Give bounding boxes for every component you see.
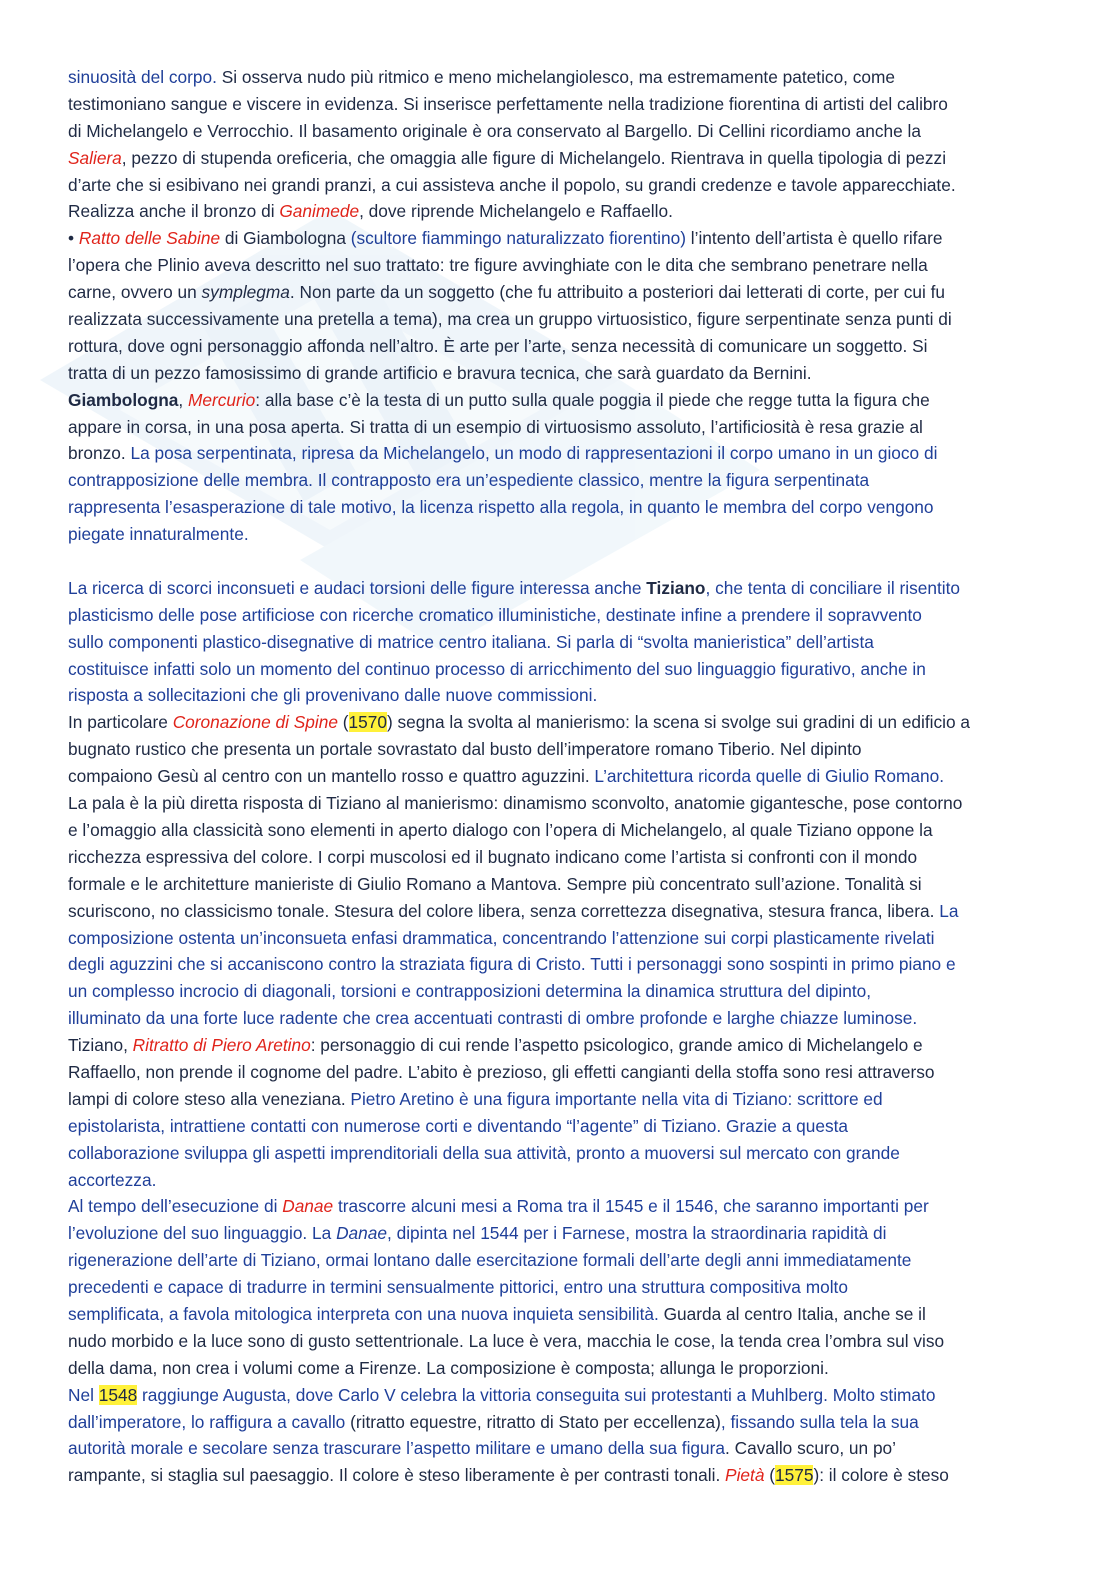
- text-line: autorità morale e secolare senza trascurare l’aspetto militare e umano della sua figura. Cavallo scuro, un po’: [68, 1438, 897, 1459]
- artwork-title: Saliera: [68, 147, 122, 168]
- text-line: accortezza.: [68, 1169, 157, 1190]
- text-line: Giambologna, Mercurio: alla base c’è la testa di un putto sulla quale poggia il piede che regge tutta la figura che: [68, 389, 930, 410]
- artwork-title: Ratto delle Sabine: [78, 228, 221, 249]
- text-line: sullo componenti plastico-disegnative di matrice centro italiana. Si parla di “svolta manieristica” dell’artista: [68, 631, 874, 652]
- text-line: rottura, dove ogni personaggio affonda nell’altro. È arte per l’arte, senza necessità di comunicare un soggetto. Si: [68, 335, 928, 356]
- text-line: carne, ovvero un symplegma. Non parte da un soggetto (che fu attribuito a posteriori dai letterati di corte, per cui fu: [68, 282, 946, 303]
- text-line: illuminato da una forte luce radente che crea accentuati contrasti di ombre profonde e larghe chiazze luminose.: [68, 1008, 918, 1029]
- text-line: tratta di un pezzo famosissimo di grande artificio e bravura tecnica, che sarà guardato da Bernini.: [68, 362, 812, 383]
- text-line: della dama, non crea i volumi come a Firenze. La composizione è composta; allunga le proporzioni.: [68, 1357, 829, 1378]
- text-line: l’evoluzione del suo linguaggio. La Danae, dipinta nel 1544 per i Farnese, mostra la straordinaria rapidità di: [68, 1223, 887, 1244]
- text-line: Nel 1548 raggiunge Augusta, dove Carlo V celebra la vittoria conseguita sui protestanti a Muhlberg. Molto stimato: [68, 1384, 936, 1405]
- highlighted-date: 1570: [348, 712, 387, 733]
- text-line: In particolare Coronazione di Spine (1570) segna la svolta al manierismo: la scena si svolge sui gradini di un edificio a: [68, 712, 971, 733]
- text-line: rappresenta l’esasperazione di tale motivo, la licenza rispetto alla regola, in quanto le membra del corpo vengono: [68, 497, 934, 518]
- artwork-title: Mercurio: [188, 389, 256, 410]
- text-line: realizzata successivamente una pretella a tema), ma crea un gruppo virtuosistico, figure serpentinate senza punti di: [68, 309, 952, 330]
- text-line: precedenti e capace di tradurre in termini sensualmente pittorici, entro una struttura compositiva molto: [68, 1277, 848, 1298]
- text-line: bugnato rustico che presenta un portale sovrastato dal busto dell’imperatore romano Tiberio. Nel dipinto: [68, 739, 862, 760]
- text-line: d’arte che si esibivano nei grandi pranzi, a cui assisteva anche il popolo, su grandi credenze e tavole apparecchiate.: [68, 174, 956, 195]
- text-line: La ricerca di scorci inconsueti e audaci torsioni delle figure interessa anche Tiziano, che tenta di conciliare il risentito: [68, 577, 961, 598]
- text-line: scuriscono, no classicismo tonale. Stesura del colore libera, senza correttezza disegnativa, stesura franca, libera. La: [68, 900, 959, 921]
- paragraph-gap: [68, 548, 1048, 575]
- text-line: risposta a sollecitazioni che gli provenivano dalle nuove commissioni.: [68, 685, 598, 706]
- body-text: [68, 64, 1048, 1489]
- text-line: rigenerazione dell’arte di Tiziano, ormai lontano dalle esercitazione formali dell’arte degli anni immediatamente: [68, 1250, 912, 1271]
- artwork-title: Danae: [282, 1196, 334, 1217]
- text-line: Al tempo dell’esecuzione di Danae trascorre alcuni mesi a Roma tra il 1545 e il 1546, che saranno importanti per: [68, 1196, 929, 1217]
- text-line: compaiono Gesù al centro con un mantello rosso e quattro aguzzini. L’architettura ricorda quelle di Giulio Romano.: [68, 766, 945, 787]
- text-line: piegate innaturalmente.: [68, 524, 249, 545]
- text-line: composizione ostenta un’inconsueta enfasi drammatica, concentrando l’attenzione sui corpi plasticamente rivelati: [68, 927, 935, 948]
- text-line: plasticismo delle pose artificiose con ricerche cromatico illuministiche, destinate infine a prendere il sopravvento: [68, 604, 922, 625]
- text-line: bronzo. La posa serpentinata, ripresa da Michelangelo, un modo di rappresentazioni il corpo umano in un gioco di: [68, 443, 938, 464]
- highlighted-date: 1548: [98, 1384, 138, 1405]
- text-line: dall’imperatore, lo raffigura a cavallo (ritratto equestre, ritratto di Stato per eccellenza), fissando sulla tela la sua: [68, 1411, 919, 1432]
- text-line: Realizza anche il bronzo di Ganimede, dove riprende Michelangelo e Raffaello.: [68, 201, 673, 222]
- text-line: un complesso incrocio di diagonali, torsioni e contrapposizioni determina la dinamica struttura del dipinto,: [68, 981, 872, 1002]
- text-line: epistolarista, intrattiene contatti con numerose corti e diventando “l’agente” di Tiziano. Grazie a questa: [68, 1115, 849, 1136]
- text-line: degli aguzzini che si accaniscono contro la straziata figura di Cristo. Tutti i personaggi sono sospinti in primo piano e: [68, 954, 956, 975]
- text-line: nudo morbido e la luce sono di gusto settentrionale. La luce è vera, macchia le cose, la tenda crea l’ombra sul viso: [68, 1330, 945, 1351]
- text-line: formale e le architetture manieriste di Giulio Romano a Mantova. Sempre più concentrato sull’azione. Tonalità si: [68, 873, 922, 894]
- text-line: sinuosità del corpo. Si osserva nudo più ritmico e meno michelangiolesco, ma estremamente patetico, come: [68, 67, 896, 87]
- text-line: La pala è la più diretta risposta di Tiziano al manierismo: dinamismo sconvolto, anatomie gigantesche, pose contorno: [68, 793, 963, 814]
- text-line: appare in corsa, in una posa aperta. Si tratta di un esempio di virtuosismo assoluto, l’artificiosità è resa grazie al: [68, 416, 923, 437]
- artwork-title: Coronazione di Spine: [172, 712, 338, 733]
- text-line: semplificata, a favola mitologica interpreta con una nuova inquieta sensibilità. Guarda al centro Italia, anche se il: [68, 1303, 926, 1324]
- bullet: •: [68, 228, 79, 249]
- text-line: costituisce infatti solo un momento del continuo processo di arricchimento del suo linguaggio figurativo, anche in: [68, 658, 926, 679]
- text-line: Raffaello, non prende il cognome del padre. L’abito è prezioso, gli effetti cangianti della stoffa sono resi attraverso: [68, 1061, 935, 1082]
- text-line: contrapposizione delle membra. Il contrapposto era un’espediente classico, mentre la figura serpentinata: [68, 470, 870, 491]
- text-line: ricchezza espressiva del colore. I corpi muscolosi ed il bugnato indicano come l’artista si confronti con il mondo: [68, 846, 918, 867]
- artwork-title: Ritratto di Piero Aretino: [132, 1035, 311, 1056]
- text-line: Tiziano, Ritratto di Piero Aretino: personaggio di cui rende l’aspetto psicologico, grande amico di Michelangelo e: [68, 1035, 923, 1056]
- text-line: lampi di colore steso alla veneziana. Pietro Aretino è una figura importante nella vita di Tiziano: scrittore ed: [68, 1088, 883, 1109]
- text-line: rampante, si staglia sul paesaggio. Il colore è steso liberamente è per contrasti tonali. Pietà (1575): il colore è steso: [68, 1465, 949, 1486]
- highlighted-date: 1575: [775, 1465, 814, 1486]
- text-line: testimoniano sangue e viscere in evidenza. Si inserisce perfettamente nella tradizione fiorentina di artisti del calibro: [68, 93, 948, 114]
- text-line: collaborazione sviluppa gli aspetti imprenditoriali della sua attività, pronto a muoversi sul mercato con grande: [68, 1142, 900, 1163]
- text-line: di Michelangelo e Verrocchio. Il basamento originale è ora conservato al Bargello. Di Cellini ricordiamo anche la: [68, 120, 921, 141]
- text-line: l’opera che Plinio aveva descritto nel suo trattato: tre figure avvinghiate con le dita che sembrano penetrare nella: [68, 255, 928, 276]
- artwork-title: Ganimede: [279, 201, 360, 222]
- artwork-title: Pietà: [725, 1465, 765, 1486]
- text-line: Saliera, pezzo di stupenda oreficeria, che omaggia alle figure di Michelangelo. Rientrava in quella tipologia di pezzi: [68, 147, 947, 168]
- text-line: e l’omaggio alla classicità sono elementi in aperto dialogo con l’opera di Michelangelo, al quale Tiziano oppone la: [68, 819, 933, 840]
- text-line: • Ratto delle Sabine di Giambologna (scultore fiammingo naturalizzato fiorentino) l’intento dell’artista è quello rifare: [68, 228, 943, 249]
